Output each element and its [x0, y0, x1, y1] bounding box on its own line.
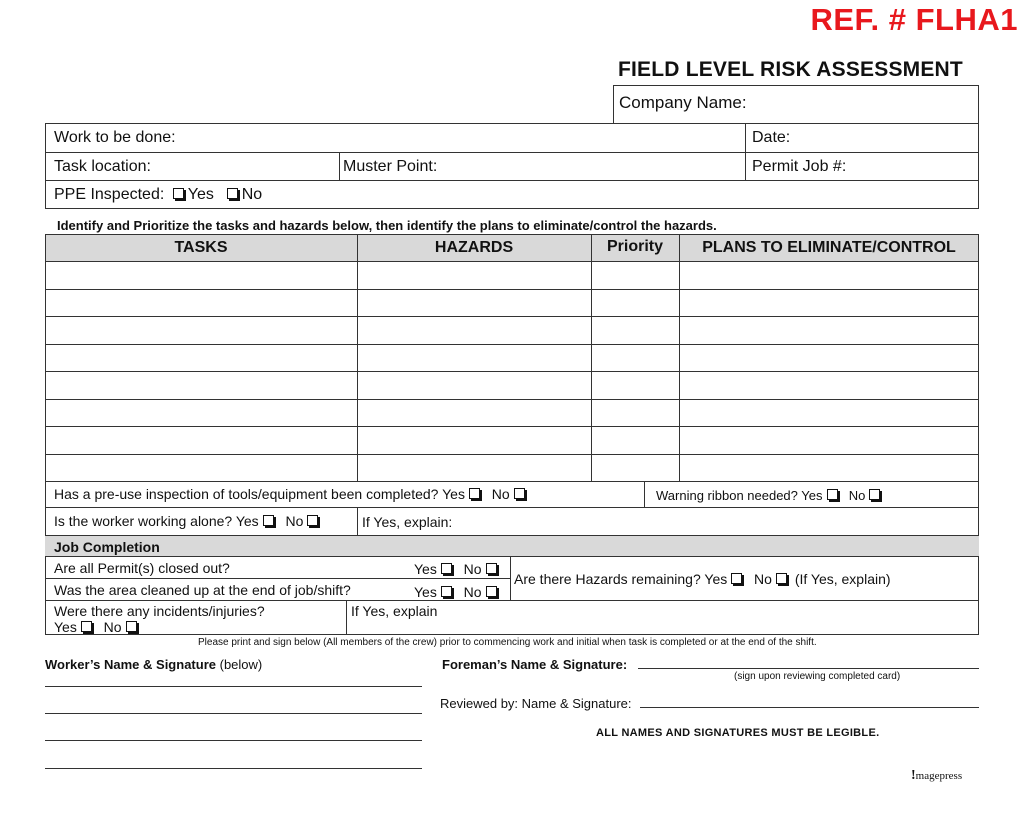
tasks-table — [45, 234, 979, 482]
ribbon-yes-checkbox[interactable] — [827, 489, 838, 500]
warning-ribbon-text: Warning ribbon needed? — [656, 488, 798, 503]
hazards-yes-label: Yes — [704, 571, 728, 587]
hazards-yes-checkbox[interactable] — [731, 573, 742, 584]
ppe-no-label: No — [241, 186, 263, 203]
ribbon-no-label: No — [848, 488, 866, 503]
worker-signature-line[interactable] — [45, 740, 422, 741]
worker-signature-below: (below) — [219, 657, 263, 672]
tasks-header: TASKS — [174, 239, 228, 256]
pre-use-no-checkbox[interactable] — [514, 488, 525, 499]
form-title: FIELD LEVEL RISK ASSESSMENT — [618, 58, 963, 81]
ppe-inspected-row — [54, 186, 262, 204]
ribbon-yes-label: Yes — [801, 488, 823, 503]
pre-use-yes-label: Yes — [442, 486, 465, 502]
priority-header: Priority — [606, 238, 663, 255]
pre-use-yes-checkbox[interactable] — [469, 488, 480, 499]
permits-yes-checkbox[interactable] — [441, 563, 452, 574]
permits-question: Are all Permit(s) closed out? — [54, 560, 230, 576]
table-row[interactable] — [45, 316, 979, 317]
foreman-signature-label: Foreman’s Name & Signature: — [442, 657, 628, 672]
reviewed-by-signature-line[interactable] — [640, 707, 979, 708]
alone-no-checkbox[interactable] — [307, 515, 318, 526]
cleaned-yes-label: Yes — [414, 584, 437, 600]
table-row[interactable] — [45, 289, 979, 290]
plans-header: PLANS TO ELIMINATE/CONTROL — [702, 239, 956, 256]
hazards-explain-label: (If Yes, explain) — [794, 571, 891, 587]
cleaned-no-label: No — [463, 584, 482, 600]
pre-use-text: Has a pre-use inspection of tools/equipment been completed? — [54, 486, 439, 502]
hazards-remaining-question — [514, 571, 891, 587]
foreman-signature-line[interactable] — [638, 668, 979, 669]
alone-no-label: No — [285, 513, 304, 529]
permits-no-checkbox[interactable] — [486, 563, 497, 574]
hazards-header: HAZARDS — [434, 239, 514, 256]
brand-name: magepress — [915, 770, 963, 782]
ribbon-no-checkbox[interactable] — [869, 489, 880, 500]
working-alone-question — [54, 513, 322, 529]
alone-yes-label: Yes — [235, 513, 259, 529]
hazards-no-label: No — [754, 571, 772, 587]
task-location-field[interactable]: Task location: — [54, 158, 151, 175]
table-row[interactable] — [45, 426, 979, 427]
cleaned-question: Was the area cleaned up at the end of job/shift? — [54, 582, 351, 598]
hazards-remaining-text: Are there Hazards remaining? — [514, 571, 701, 587]
table-row[interactable] — [45, 371, 979, 372]
incidents-yes-label: Yes — [54, 619, 77, 635]
logo-mark-icon: ! — [911, 768, 916, 783]
incidents-yes-checkbox[interactable] — [81, 621, 92, 632]
permits-no-label: No — [463, 561, 482, 577]
ppe-inspected-label: PPE Inspected: — [54, 186, 165, 203]
incidents-explain-field[interactable]: If Yes, explain — [351, 603, 438, 619]
work-to-be-done-field[interactable]: Work to be done: — [54, 129, 176, 146]
cleaned-yes-checkbox[interactable] — [441, 586, 452, 597]
pre-use-question — [54, 486, 529, 502]
instructions-text: Identify and Prioritize the tasks and hazards below, then identify the plans to eliminate/control the hazards. — [57, 218, 717, 233]
incidents-no-checkbox[interactable] — [126, 621, 137, 632]
alone-yes-checkbox[interactable] — [263, 515, 274, 526]
ppe-yes-label: Yes — [187, 186, 214, 203]
table-row[interactable] — [45, 399, 979, 400]
foreman-note: (sign upon reviewing completed card) — [734, 671, 901, 682]
incidents-question: Were there any incidents/injuries? — [54, 603, 265, 619]
hazards-no-checkbox[interactable] — [776, 573, 787, 584]
reviewed-by-label: Reviewed by: Name & Signature: — [440, 696, 632, 711]
legibility-notice: ALL NAMES AND SIGNATURES MUST BE LEGIBLE. — [596, 727, 880, 739]
permits-yes-label: Yes — [414, 561, 437, 577]
imagepress-logo — [911, 768, 962, 784]
table-row[interactable] — [45, 344, 979, 345]
reference-number: REF. # FLHA1 — [810, 2, 1018, 37]
ppe-yes-checkbox[interactable] — [173, 188, 184, 199]
job-completion-heading: Job Completion — [54, 539, 160, 555]
crew-sign-notice: Please print and sign below (All members of the crew) prior to commencing work and initial when task is completed or at the end of the shift. — [198, 637, 817, 648]
worker-signature-heading — [45, 657, 262, 672]
permit-job-field[interactable]: Permit Job #: — [752, 158, 847, 175]
pre-use-no-label: No — [491, 486, 510, 502]
ppe-no-checkbox[interactable] — [227, 188, 238, 199]
working-alone-explain-field[interactable]: If Yes, explain: — [362, 514, 453, 530]
company-name-label: Company Name: — [619, 93, 747, 112]
date-field[interactable]: Date: — [752, 129, 791, 146]
worker-signature-label: Worker’s Name & Signature — [45, 657, 216, 672]
muster-point-field[interactable]: Muster Point: — [343, 158, 438, 175]
worker-signature-line[interactable] — [45, 713, 422, 714]
cleaned-checks — [414, 584, 501, 600]
permits-checks — [414, 561, 501, 577]
worker-signature-line[interactable] — [45, 686, 422, 687]
cleaned-no-checkbox[interactable] — [486, 586, 497, 597]
table-row[interactable] — [45, 454, 979, 455]
worker-signature-line[interactable] — [45, 768, 422, 769]
incidents-no-label: No — [103, 619, 122, 635]
working-alone-text: Is the worker working alone? — [54, 513, 233, 529]
warning-ribbon-question — [656, 488, 884, 503]
incidents-checks — [54, 619, 141, 635]
